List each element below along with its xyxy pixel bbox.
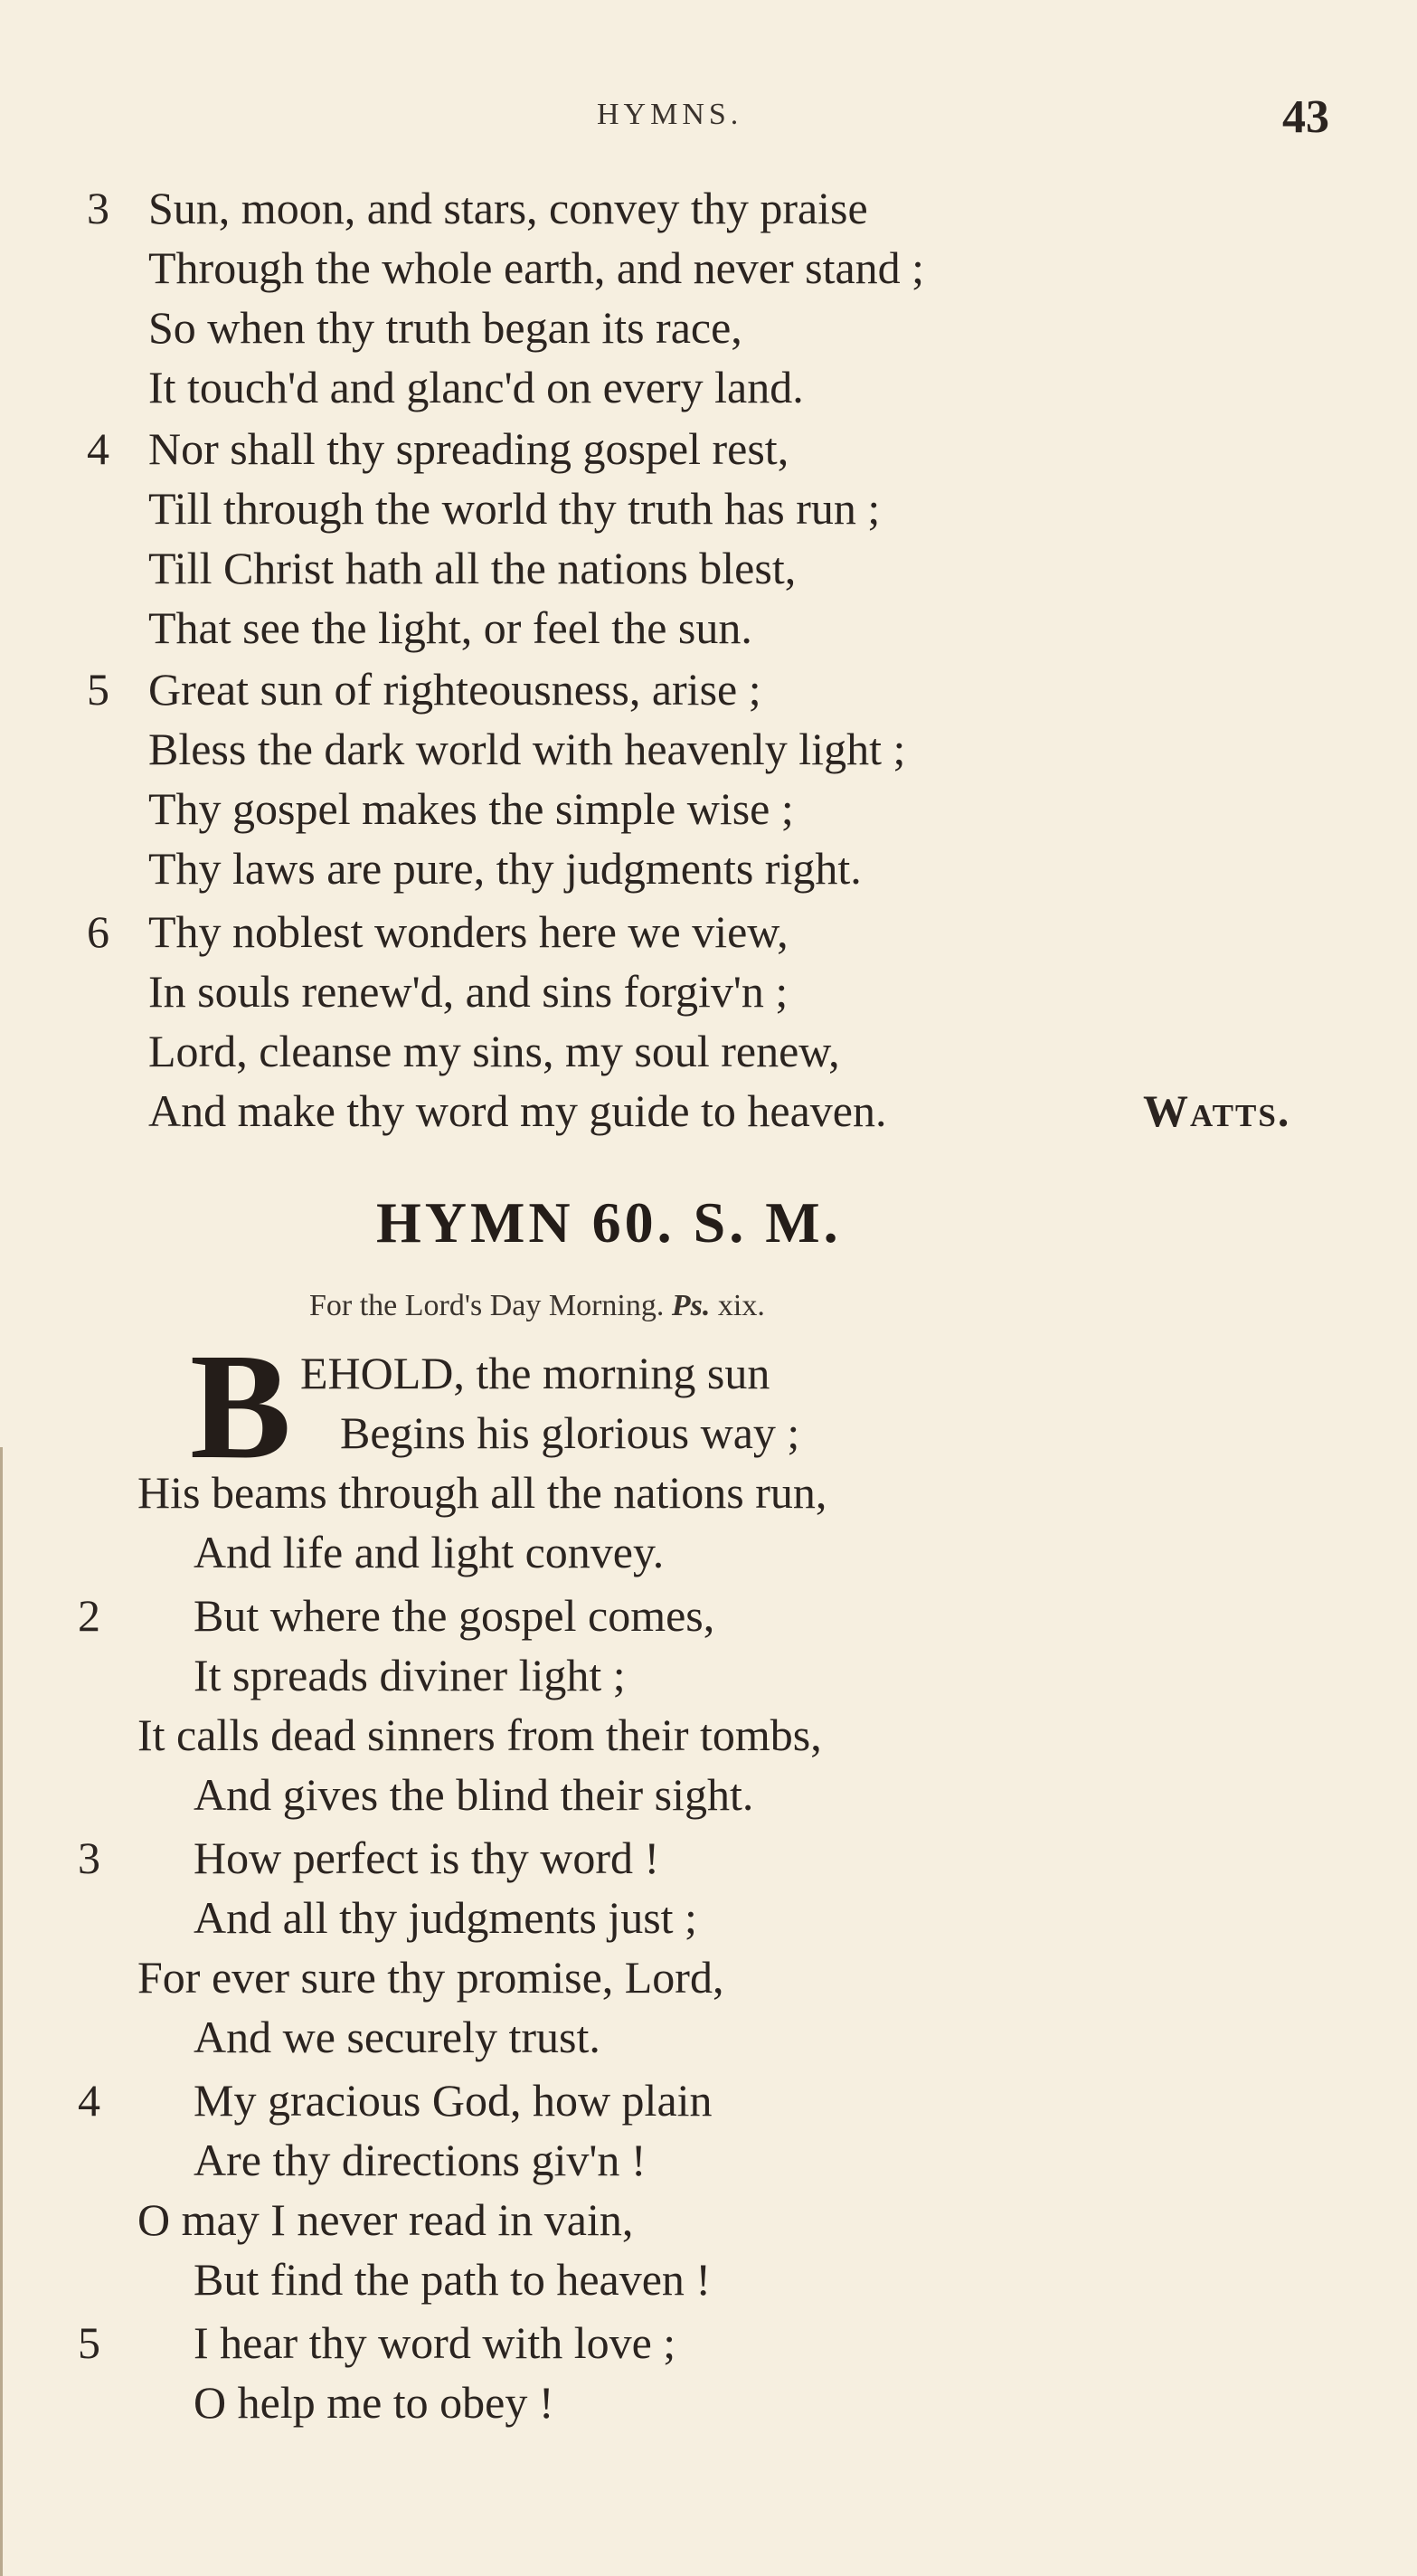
- verse-line: Lord, cleanse my sins, my soul renew,: [148, 1026, 840, 1076]
- verse-line: Thy noblest wonders here we view,: [148, 906, 789, 957]
- verse-line: So when thy truth began its race,: [148, 302, 742, 353]
- stanza-number: 4: [87, 423, 109, 474]
- verse-line: And all thy judgments just ;: [194, 1892, 697, 1943]
- verse-line: Are thy directions giv'n !: [194, 2135, 647, 2185]
- stanza-number: 5: [78, 2317, 100, 2368]
- hymn-occasion: For the Lord's Day Morning.: [309, 1289, 665, 1322]
- verse-line: O help me to obey !: [194, 2377, 554, 2428]
- stanza-number: 3: [87, 183, 109, 233]
- verse-line: Through the whole earth, and never stand ;: [148, 242, 925, 293]
- verse-line: My gracious God, how plain: [194, 2075, 713, 2126]
- verse-line: And life and light convey.: [194, 1527, 665, 1577]
- psalm-ref-label: Ps.: [671, 1289, 711, 1322]
- stanza-number: 5: [87, 664, 109, 715]
- verse-line: EHOLD, the morning sun: [300, 1348, 770, 1398]
- verse-line: Nor shall thy spreading gospel rest,: [148, 423, 789, 474]
- psalm-ref-number: xix.: [717, 1289, 765, 1322]
- verse-line: In souls renew'd, and sins forgiv'n ;: [148, 966, 789, 1017]
- drop-cap: B: [190, 1322, 292, 1491]
- stanza-number: 2: [78, 1590, 100, 1641]
- running-head-title: HYMNS.: [597, 98, 743, 131]
- verse-line: For ever sure thy promise, Lord,: [137, 1952, 724, 2003]
- verse-line: And gives the blind their sight.: [194, 1769, 754, 1820]
- verse-line: Thy gospel makes the simple wise ;: [148, 783, 794, 834]
- stanza-number: 4: [78, 2075, 100, 2126]
- verse-line: I hear thy word with love ;: [194, 2317, 676, 2368]
- verse-line: And we securely trust.: [194, 2012, 600, 2062]
- verse-line: Bless the dark world with heavenly light ;: [148, 724, 906, 774]
- stanza-number: 3: [78, 1833, 100, 1883]
- verse-line: O may I never read in vain,: [137, 2194, 634, 2245]
- verse-line: His beams through all the nations run,: [137, 1467, 827, 1518]
- verse-line: How perfect is thy word !: [194, 1833, 660, 1883]
- verse-line: Begins his glorious way ;: [340, 1407, 800, 1458]
- hymn-subtitle: [309, 1289, 765, 1323]
- verse-line: Till through the world thy truth has run ;: [148, 483, 881, 534]
- stanza-number: 6: [87, 906, 109, 957]
- verse-line: But find the path to heaven !: [194, 2254, 712, 2305]
- verse-line: Great sun of righteousness, arise ;: [148, 664, 761, 715]
- page-gutter-edge: [0, 1447, 3, 2576]
- verse-line: It calls dead sinners from their tombs,: [137, 1709, 822, 1760]
- verse-line: It spreads diviner light ;: [194, 1650, 626, 1700]
- verse-line: Till Christ hath all the nations blest,: [148, 543, 797, 593]
- verse-line: Sun, moon, and stars, convey thy praise: [148, 183, 868, 233]
- verse-line: And make thy word my guide to heaven.: [148, 1085, 887, 1136]
- verse-line: Thy laws are pure, thy judgments right.: [148, 843, 862, 894]
- verse-line: But where the gospel comes,: [194, 1590, 715, 1641]
- hymn-title: HYMN 60. S. M.: [376, 1190, 842, 1255]
- verse-line: That see the light, or feel the sun.: [148, 602, 752, 653]
- verse-line: It touch'd and glanc'd on every land.: [148, 362, 804, 412]
- author-attribution: Watts.: [1143, 1085, 1291, 1136]
- running-head: [0, 90, 1417, 145]
- page-number: 43: [1282, 91, 1329, 143]
